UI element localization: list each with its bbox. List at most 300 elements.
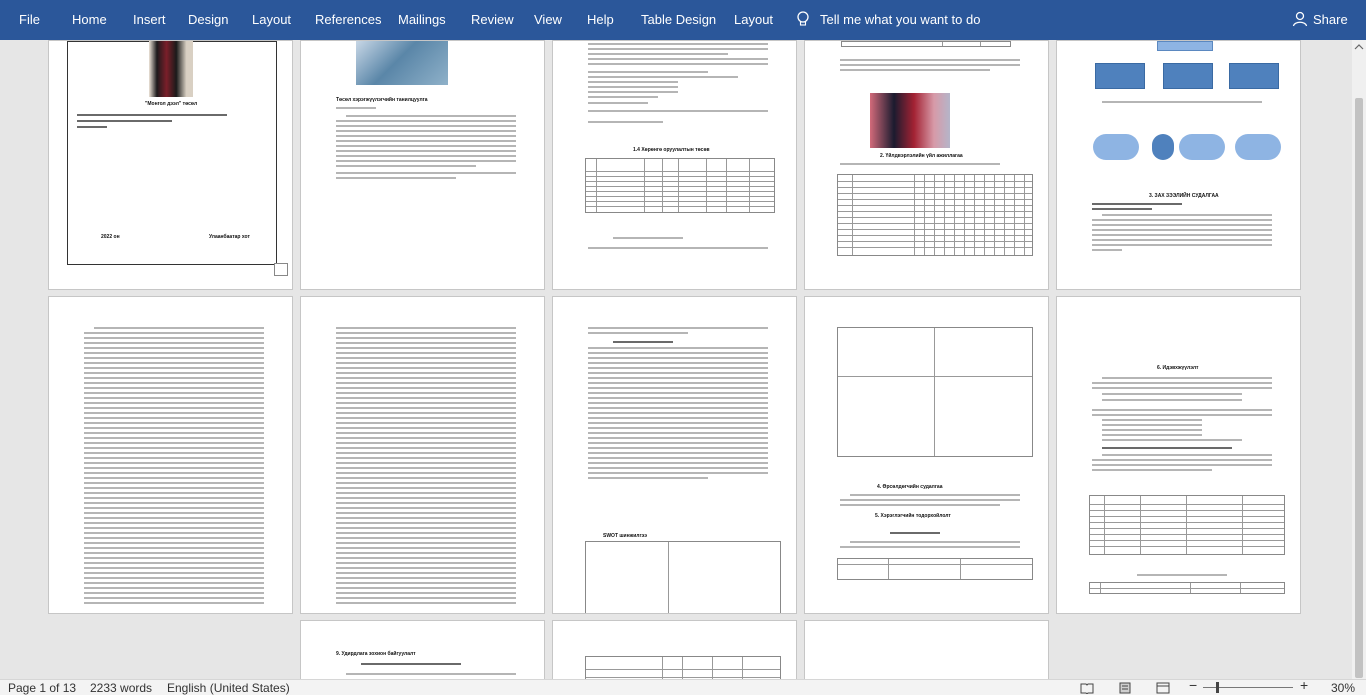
text-line xyxy=(1102,447,1232,449)
table-gridline xyxy=(1090,510,1284,511)
text-line xyxy=(84,422,264,424)
text-line xyxy=(588,352,768,354)
text-line xyxy=(84,382,264,384)
text-line xyxy=(346,115,516,117)
text-line xyxy=(336,562,516,564)
text-line xyxy=(588,427,768,429)
zoom-in-button[interactable]: + xyxy=(1300,677,1309,693)
text-line xyxy=(850,541,1020,543)
text-line xyxy=(1092,464,1272,466)
document-canvas[interactable] xyxy=(0,40,1352,679)
text-line xyxy=(588,367,768,369)
tab-insert[interactable]: Insert xyxy=(133,12,166,27)
text-line xyxy=(1102,399,1242,401)
table-gridline xyxy=(1090,588,1284,589)
text-line xyxy=(336,135,516,137)
budget-table[interactable] xyxy=(585,158,775,213)
text-line xyxy=(336,492,516,494)
text-line xyxy=(84,547,264,549)
text-line xyxy=(84,502,264,504)
text-line xyxy=(588,402,768,404)
text-line xyxy=(336,482,516,484)
text-line xyxy=(336,347,516,349)
text-line xyxy=(1092,249,1122,251)
table-gridline xyxy=(942,42,943,46)
text-line xyxy=(1137,574,1227,576)
text-line xyxy=(840,163,1000,165)
share-label: Share xyxy=(1313,12,1348,27)
page-count[interactable]: Page 1 of 13 xyxy=(8,681,77,695)
page-4[interactable] xyxy=(804,40,1049,290)
text-line xyxy=(588,452,768,454)
text-line xyxy=(588,53,728,55)
table-gridline xyxy=(726,159,727,212)
text-line xyxy=(588,81,678,83)
text-line xyxy=(840,59,1020,61)
text-line xyxy=(84,537,264,539)
table-resize-handle[interactable] xyxy=(274,263,288,276)
text-line xyxy=(588,467,768,469)
table-gridline xyxy=(586,206,774,207)
page-9[interactable] xyxy=(804,296,1049,614)
text-line xyxy=(336,597,516,599)
table-gridline xyxy=(586,191,774,192)
table-gridline xyxy=(1104,496,1105,554)
diagram-box xyxy=(1157,41,1213,51)
table-gridline xyxy=(838,181,1032,182)
print-layout-icon[interactable] xyxy=(1118,682,1132,694)
swot-continued-table[interactable] xyxy=(837,327,1033,457)
text-line xyxy=(588,247,768,249)
swot-heading: SWOT шинжилгээ xyxy=(603,533,648,539)
text-line xyxy=(84,352,264,354)
text-line xyxy=(336,362,516,364)
lightbulb-icon xyxy=(796,11,810,27)
text-line xyxy=(84,367,264,369)
text-line xyxy=(588,432,768,434)
text-line xyxy=(336,577,516,579)
table-gridline xyxy=(974,175,975,255)
text-line xyxy=(1092,414,1272,416)
table-gridline xyxy=(586,176,774,177)
web-layout-icon[interactable] xyxy=(1156,682,1170,694)
photo-workshop xyxy=(356,41,448,85)
text-line xyxy=(84,482,264,484)
table[interactable] xyxy=(841,41,1011,47)
text-line xyxy=(336,397,516,399)
cover-photo xyxy=(149,41,193,97)
text-line xyxy=(336,442,516,444)
text-line xyxy=(1092,229,1272,231)
text-line xyxy=(336,160,516,162)
table-gridline xyxy=(668,542,669,614)
photo-tailor xyxy=(870,93,950,148)
text-line xyxy=(1092,469,1212,471)
word-count[interactable]: 2233 words xyxy=(90,681,153,695)
text-line xyxy=(84,377,264,379)
tab-design[interactable]: Design xyxy=(188,12,229,27)
ribbon xyxy=(0,0,1366,40)
cover-year: 2022 он xyxy=(101,234,120,240)
competitor-heading: 4. Өрсөлдөгчийн судалгаа xyxy=(877,484,943,490)
text-line xyxy=(84,542,264,544)
page-13[interactable] xyxy=(804,620,1049,679)
text-line xyxy=(84,507,264,509)
table-gridline xyxy=(662,159,663,212)
text-line xyxy=(84,562,264,564)
customer-heading: 5. Хэрэглэгчийн тодорхойлолт xyxy=(875,513,951,519)
text-line xyxy=(77,126,107,128)
text-line xyxy=(1102,439,1242,441)
table-gridline xyxy=(586,201,774,202)
text-line xyxy=(588,48,768,50)
diagram-oval xyxy=(1152,134,1174,160)
text-line xyxy=(588,372,768,374)
table-gridline xyxy=(1240,583,1241,593)
text-line xyxy=(84,412,264,414)
text-line xyxy=(84,477,264,479)
text-line xyxy=(346,673,516,675)
text-line xyxy=(1102,377,1272,379)
table-gridline xyxy=(934,175,935,255)
cost-table[interactable] xyxy=(1089,582,1285,594)
activation-heading: 6. Идэвхжүүлэлт xyxy=(1157,365,1199,371)
diagram-oval xyxy=(1179,134,1225,160)
text-line xyxy=(840,69,990,71)
text-line xyxy=(588,377,768,379)
text-line xyxy=(84,522,264,524)
text-line xyxy=(1092,203,1182,205)
schedule-table[interactable] xyxy=(837,174,1033,256)
text-line xyxy=(336,352,516,354)
text-line xyxy=(588,387,768,389)
text-line xyxy=(1102,214,1272,216)
text-line xyxy=(84,462,264,464)
text-line xyxy=(1102,419,1202,421)
text-line xyxy=(588,462,768,464)
text-line xyxy=(84,407,264,409)
text-line xyxy=(588,327,768,329)
text-line xyxy=(336,602,516,604)
table-gridline xyxy=(838,241,1032,242)
diagram-box xyxy=(1163,63,1213,89)
text-line xyxy=(336,107,376,109)
text-line xyxy=(588,362,768,364)
text-line xyxy=(336,572,516,574)
table-gridline xyxy=(1090,504,1284,505)
text-line xyxy=(850,494,1020,496)
language[interactable]: English (United States) xyxy=(167,681,290,695)
page-10[interactable] xyxy=(1056,296,1301,614)
page-1[interactable] xyxy=(48,40,293,290)
table-gridline xyxy=(586,677,780,678)
tab-help[interactable]: Help xyxy=(587,12,614,27)
table-gridline xyxy=(954,175,955,255)
text-line xyxy=(1092,208,1152,210)
text-line xyxy=(336,392,516,394)
text-line xyxy=(588,477,708,479)
text-line xyxy=(84,397,264,399)
zoom-slider-thumb[interactable] xyxy=(1216,682,1219,693)
text-line xyxy=(588,43,768,45)
text-line xyxy=(336,497,516,499)
text-line xyxy=(588,357,768,359)
table-gridline xyxy=(1090,534,1284,535)
text-line xyxy=(84,357,264,359)
text-line xyxy=(84,347,264,349)
text-line xyxy=(336,337,516,339)
text-line xyxy=(84,557,264,559)
text-line xyxy=(84,582,264,584)
vertical-scrollbar[interactable] xyxy=(1352,40,1366,679)
page-5[interactable] xyxy=(1056,40,1301,290)
table-gridline xyxy=(1242,496,1243,554)
table-gridline xyxy=(838,199,1032,200)
table-gridline xyxy=(662,657,663,679)
text-line xyxy=(1092,244,1272,246)
customer-table[interactable] xyxy=(837,558,1033,580)
text-line xyxy=(84,372,264,374)
text-line xyxy=(336,457,516,459)
table-gridline xyxy=(706,159,707,212)
text-line xyxy=(336,542,516,544)
table-gridline xyxy=(888,559,889,579)
text-line xyxy=(613,341,673,343)
text-line xyxy=(84,517,264,519)
text-line xyxy=(336,557,516,559)
text-line xyxy=(336,177,456,179)
text-line xyxy=(84,492,264,494)
text-line xyxy=(84,587,264,589)
text-line xyxy=(336,130,516,132)
text-line xyxy=(336,172,516,174)
table-gridline xyxy=(838,247,1032,248)
market-heading: 3. ЗАХ ЗЭЭЛИЙН СУДАЛГАА xyxy=(1149,193,1219,199)
text-line xyxy=(84,597,264,599)
text-line xyxy=(84,527,264,529)
text-line xyxy=(84,532,264,534)
text-line xyxy=(588,442,768,444)
text-line xyxy=(336,452,516,454)
text-line xyxy=(84,572,264,574)
text-line xyxy=(336,437,516,439)
text-line xyxy=(1092,239,1272,241)
tab-home[interactable]: Home xyxy=(72,12,107,27)
text-line xyxy=(84,592,264,594)
table-gridline xyxy=(914,175,915,255)
text-line xyxy=(336,582,516,584)
table-gridline xyxy=(1014,175,1015,255)
text-line xyxy=(588,422,768,424)
page-3[interactable] xyxy=(552,40,797,290)
budget-heading: 1.4 Хөрөнгө оруулалтын төсөв xyxy=(633,147,710,153)
text-line xyxy=(84,602,264,604)
text-line xyxy=(84,362,264,364)
tab-file[interactable]: File xyxy=(19,12,40,27)
text-line xyxy=(336,462,516,464)
text-line xyxy=(1102,434,1202,436)
text-line xyxy=(1092,382,1272,384)
tab-layout[interactable]: Layout xyxy=(252,12,292,27)
text-line xyxy=(77,114,227,116)
tab-review[interactable]: Review xyxy=(471,12,514,27)
diagram-box xyxy=(1095,63,1145,89)
text-line xyxy=(588,437,768,439)
text-line xyxy=(1102,429,1202,431)
table-gridline xyxy=(984,175,985,255)
text-line xyxy=(336,402,516,404)
table-gridline xyxy=(924,175,925,255)
page-7[interactable] xyxy=(300,296,545,614)
text-line xyxy=(588,102,648,104)
text-line xyxy=(1102,454,1272,456)
scroll-up-icon[interactable] xyxy=(1352,42,1366,52)
text-line xyxy=(1092,224,1272,226)
text-line xyxy=(336,532,516,534)
page-12[interactable] xyxy=(552,620,797,679)
table-gridline xyxy=(1004,175,1005,255)
share-button[interactable] xyxy=(1292,0,1348,40)
text-line xyxy=(1102,424,1202,426)
text-line xyxy=(336,382,516,384)
table-gridline xyxy=(586,181,774,182)
zoom-out-button[interactable]: − xyxy=(1189,677,1198,693)
text-line xyxy=(613,237,683,239)
tab-mailings[interactable]: Mailings xyxy=(398,12,446,27)
diagram-oval xyxy=(1093,134,1139,160)
text-line xyxy=(84,437,264,439)
table-gridline xyxy=(994,175,995,255)
tell-me-search[interactable] xyxy=(796,0,980,40)
text-line xyxy=(336,342,516,344)
table-gridline xyxy=(838,235,1032,236)
text-line xyxy=(588,412,768,414)
zoom-level[interactable]: 30% xyxy=(1331,681,1356,695)
text-line xyxy=(588,382,768,384)
tab-table-design[interactable]: Table Design xyxy=(641,12,717,27)
table-gridline xyxy=(838,564,1032,565)
text-line xyxy=(336,522,516,524)
table-gridline xyxy=(749,159,750,212)
text-line xyxy=(588,86,678,88)
swot-table[interactable] xyxy=(585,541,781,614)
table-gridline xyxy=(1140,496,1141,554)
tell-me-text: Tell me what you want to do xyxy=(820,12,981,27)
table-gridline xyxy=(934,328,935,456)
tab-view[interactable]: View xyxy=(534,12,562,27)
table-gridline xyxy=(838,229,1032,230)
table-gridline xyxy=(1024,175,1025,255)
table-gridline xyxy=(1090,528,1284,529)
text-line xyxy=(588,447,768,449)
section-title: Төсөл хэрэгжүүлэгчийн танилцуулга xyxy=(336,97,428,103)
text-line xyxy=(588,121,663,123)
text-line xyxy=(336,327,516,329)
table-gridline xyxy=(838,223,1032,224)
table-gridline xyxy=(712,657,713,679)
text-line xyxy=(336,552,516,554)
table-gridline xyxy=(1190,583,1191,593)
text-line xyxy=(94,327,264,329)
text-line xyxy=(1092,387,1272,389)
text-line xyxy=(336,145,516,147)
text-line xyxy=(336,472,516,474)
text-line xyxy=(84,337,264,339)
text-line xyxy=(361,663,461,665)
text-line xyxy=(84,552,264,554)
text-line xyxy=(890,532,940,534)
text-line xyxy=(336,332,516,334)
tab-references[interactable]: References xyxy=(315,12,382,27)
table-gridline xyxy=(852,175,853,255)
text-line xyxy=(84,447,264,449)
text-line xyxy=(840,546,1020,548)
sales-table[interactable] xyxy=(1089,495,1285,555)
table-gridline xyxy=(838,217,1032,218)
scrollbar-thumb[interactable] xyxy=(1355,98,1363,678)
cover-caption: "Монгол дээл" төсөл xyxy=(145,101,198,107)
text-line xyxy=(84,342,264,344)
staff-table[interactable] xyxy=(585,656,781,679)
page-2[interactable] xyxy=(300,40,545,290)
text-line xyxy=(84,577,264,579)
text-line xyxy=(336,517,516,519)
read-mode-icon[interactable] xyxy=(1080,682,1094,694)
text-line xyxy=(336,432,516,434)
table-gridline xyxy=(1090,516,1284,517)
table-gridline xyxy=(838,205,1032,206)
page-8[interactable] xyxy=(552,296,797,614)
text-line xyxy=(336,592,516,594)
text-line xyxy=(1092,219,1272,221)
text-line xyxy=(588,392,768,394)
table-gridline xyxy=(586,669,780,670)
text-line xyxy=(336,417,516,419)
table-gridline xyxy=(586,196,774,197)
production-heading: 2. Үйлдвэрлэлийн үйл ажиллагаа xyxy=(880,153,963,159)
tab-table-layout[interactable]: Layout xyxy=(734,12,774,27)
text-line xyxy=(336,387,516,389)
table-gridline xyxy=(586,186,774,187)
text-line xyxy=(336,477,516,479)
table-gridline xyxy=(678,159,679,212)
table-gridline xyxy=(838,211,1032,212)
text-line xyxy=(336,357,516,359)
text-line xyxy=(336,427,516,429)
table-gridline xyxy=(838,193,1032,194)
table-gridline xyxy=(596,159,597,212)
cover-city: Улаанбаатар хот xyxy=(209,234,250,240)
table-gridline xyxy=(1100,583,1101,593)
text-line xyxy=(336,537,516,539)
text-line xyxy=(588,472,768,474)
table-gridline xyxy=(586,171,774,172)
page-11[interactable] xyxy=(300,620,545,679)
table-gridline xyxy=(960,559,961,579)
text-line xyxy=(84,432,264,434)
text-line xyxy=(1102,101,1262,103)
management-heading: 9. Удирдлага зохион байгуулалт xyxy=(336,651,416,657)
page-6[interactable] xyxy=(48,296,293,614)
text-line xyxy=(336,447,516,449)
text-line xyxy=(84,467,264,469)
text-line xyxy=(336,512,516,514)
table-gridline xyxy=(644,159,645,212)
text-line xyxy=(336,165,476,167)
text-line xyxy=(336,507,516,509)
text-line xyxy=(336,407,516,409)
text-line xyxy=(336,502,516,504)
